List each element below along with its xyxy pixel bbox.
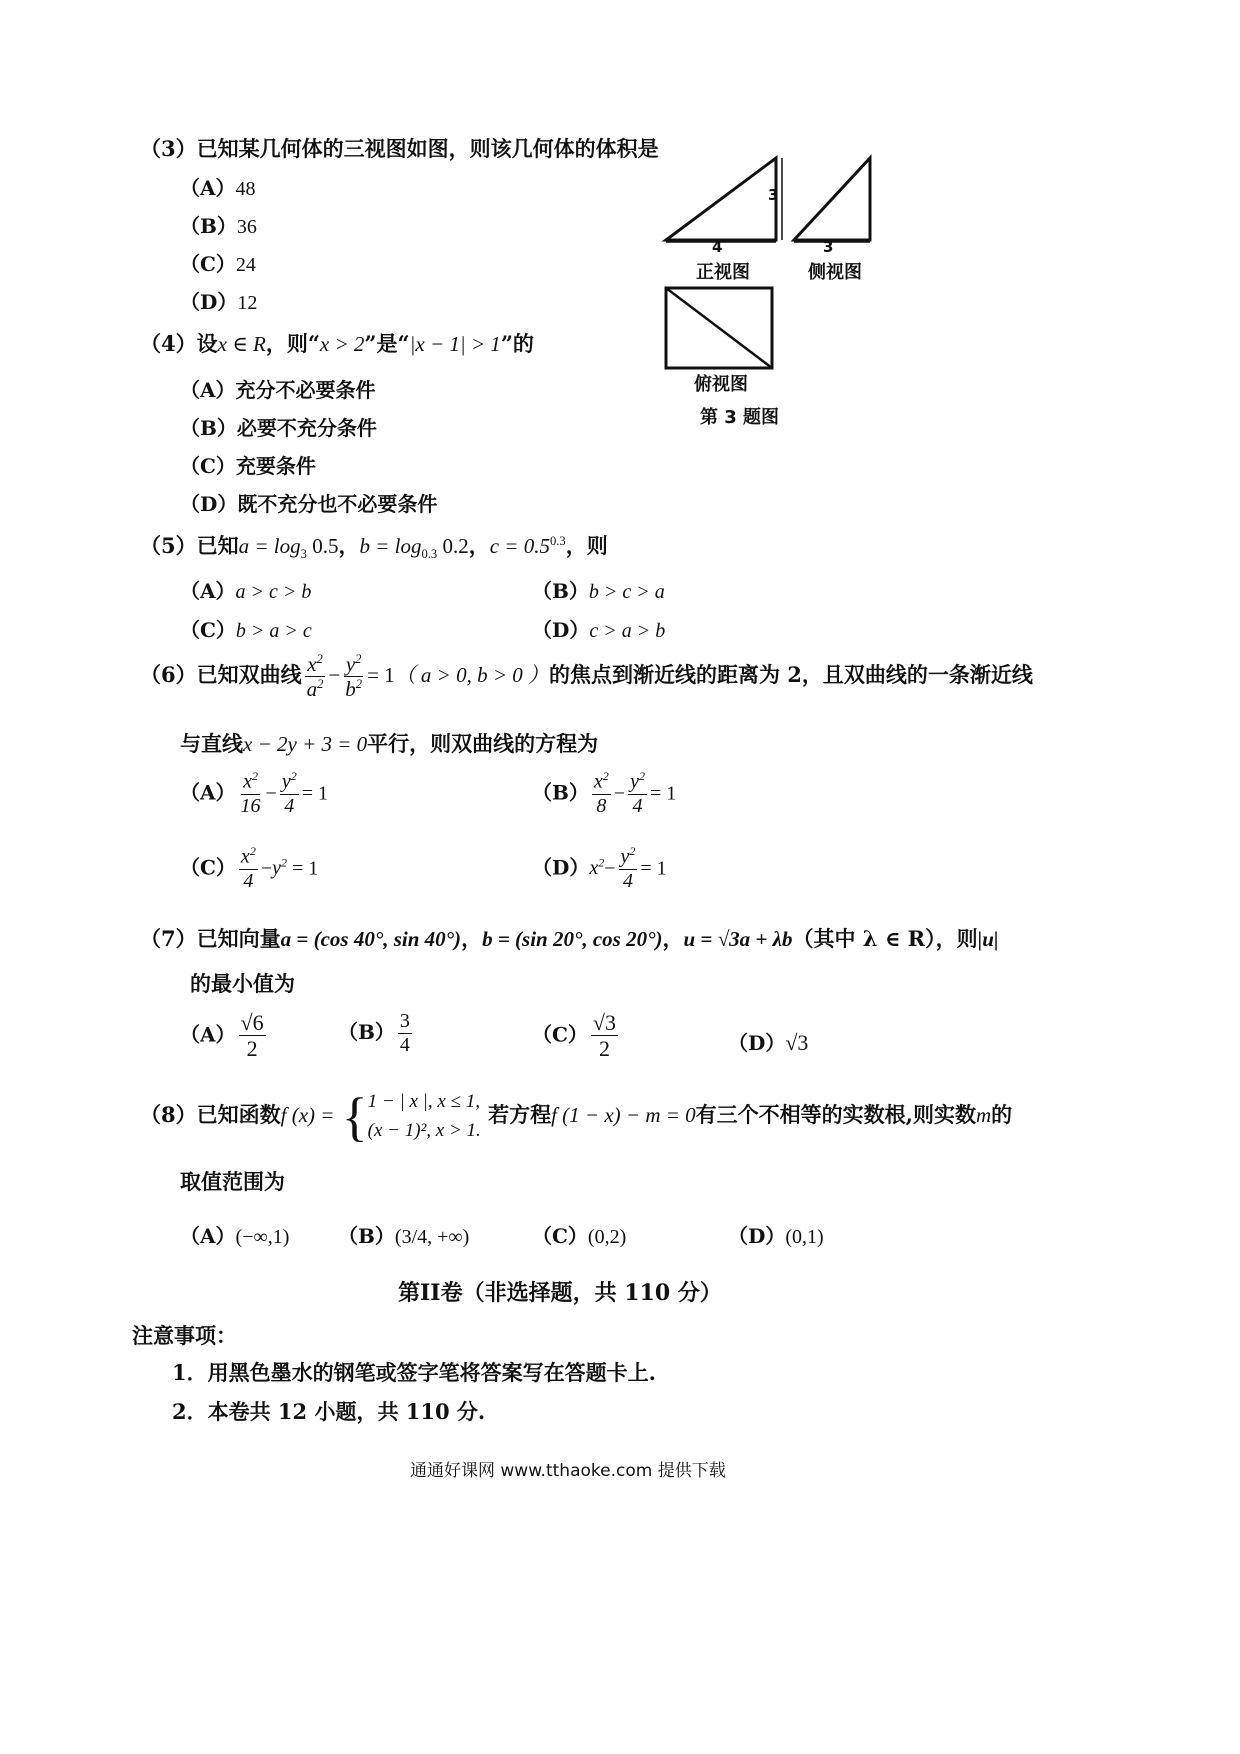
q6-stem-line2: 与直线x − 2y + 3 = 0平行，则双曲线的方程为 <box>180 731 599 756</box>
q3-option-b: （B）36 <box>180 214 257 238</box>
q8-option-c: （C）(0,2) <box>532 1224 627 1248</box>
q8-stem-line2: 取值范围为 <box>180 1169 285 1194</box>
q7-stem-line2: 的最小值为 <box>190 971 295 996</box>
q5-option-a: （A）a > c > b <box>180 579 312 603</box>
q5-option-b: （B）b > c > a <box>532 579 665 603</box>
q6-option-b: （B） $\frac{x^2}{8}$ − $\frac{y^2}{4}$ = 1 <box>532 769 677 817</box>
q5-option-d: （D）c > a > b <box>532 618 666 642</box>
q7-stem-line1: （7）已知向量a = (cos 40°, sin 40°)，b = (sin 20°, cos 20°)，u = √3a + λb（其中 λ ∈ R），则|u| <box>140 926 999 951</box>
q6-option-c: （C） $\frac{x^2}{4}$ $-y^2 = 1$ <box>180 844 319 892</box>
notice-heading: 注意事项： <box>132 1323 237 1348</box>
q7-option-b: （B） $\frac{3}{4}$ <box>338 1010 410 1056</box>
q6-option-a: （A） $\frac{x^2}{16}$ − $\frac{y^2}{4}$ = 1 <box>180 769 328 817</box>
figure-caption: 第 3 题图 <box>700 407 780 428</box>
q4-option-c: （C）充要条件 <box>180 454 316 478</box>
q4-stem: （4）设x ∈ R，则“x > 2”是“|x − 1| > 1”的 <box>140 331 534 356</box>
footer-credit: 通通好课网 www.tthaoke.com 提供下载 <box>410 1461 726 1481</box>
q8-option-d: （D）(0,1) <box>728 1224 824 1248</box>
side-width-label: 3 <box>823 238 834 256</box>
q4-option-d: （D）既不充分也不必要条件 <box>180 492 438 516</box>
q5-stem: （5）已知$a = \log_3 0.5$，$b = \log_{0.3} 0.2$，$c = 0.5^{0.3}$，则 <box>140 533 608 562</box>
front-height-label: 3 <box>768 186 779 204</box>
notice-item-1: 1．用黑色墨水的钢笔或签字笔将答案写在答题卡上. <box>172 1360 656 1385</box>
front-width-label: 4 <box>712 238 723 256</box>
part2-title: 第II卷（非选择题，共 110 分） <box>398 1280 722 1306</box>
q3-option-c: （C）24 <box>180 252 256 276</box>
q6-option-d: $(D)x^2-$ $\frac{y^2}{4}$ = 1 <box>532 844 667 892</box>
q8-option-b: （B）(3/4, +∞) <box>338 1224 470 1248</box>
notice-item-2: 2．本卷共 12 小题，共 110 分. <box>172 1399 486 1424</box>
q7-option-c: （C） $\frac{√3}{2}$ <box>532 1010 616 1062</box>
q7-option-a: （A） $\frac{√6}{2}$ <box>180 1010 264 1062</box>
side-view-shape <box>794 158 870 240</box>
q4-option-a: （A）充分不必要条件 <box>180 378 376 402</box>
q5-option-c: （C）b > a > c <box>180 618 312 642</box>
q6-stem-line1: （6）已知双曲线 $\frac{x^2}{a^2}$ − $\frac{y^2}{b^2}$ = 1（ a > 0, b > 0 ）的焦点到渐近线的距离为 2，且双曲线的一条渐近线 <box>140 652 1033 702</box>
q7-option-d: （D）√3 <box>728 1030 809 1055</box>
q8-option-a: （A）(−∞,1) <box>180 1224 290 1248</box>
front-view-shape <box>666 158 779 240</box>
top-view-label: 俯视图 <box>694 374 748 395</box>
side-view-label: 侧视图 <box>808 262 862 283</box>
q8-stem-line1: （8）已知函数f (x) = { 1 − | x |, x ≤ 1, (x − 1)², x > 1. 若方程f (1 − x) − m = 0有三个不相等的实数根,则实数m的 <box>140 1086 1013 1147</box>
front-view-label: 正视图 <box>696 262 750 283</box>
q3-stem: （3）已知某几何体的三视图如图，则该几何体的体积是 <box>140 136 659 161</box>
q3-option-d: （D）12 <box>180 290 258 314</box>
q3-option-a: （A）48 <box>180 176 256 200</box>
q4-option-b: （B）必要不充分条件 <box>180 416 377 440</box>
